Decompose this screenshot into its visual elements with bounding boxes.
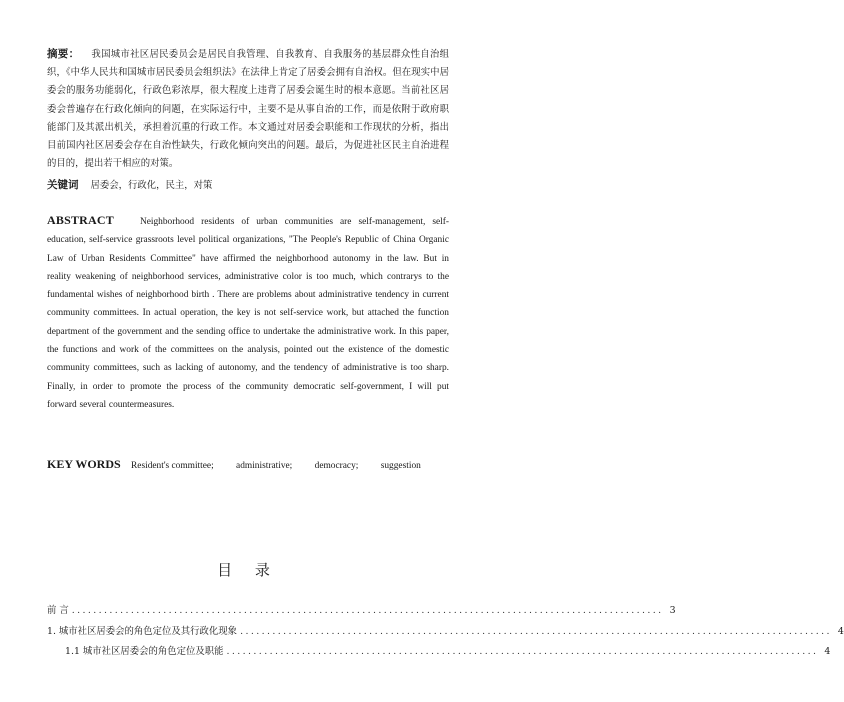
- english-keyword: suggestion: [380, 461, 421, 471]
- english-abstract: [47, 211, 449, 414]
- chinese-abstract-text: 我国城市社区居民委员会是居民自我管理、自我教育、自我服务的基层群众性自治组织，《中华人民共和国城市居民委员会组织法》在法律上肯定了居委会拥有自治权。但在现实中居委会的服务功能弱化，行政色彩浓厚，很大程度上违背了居委会诞生时的根本意愿。当前社区居委会普遍存在行政化倾向的问题，在实际运行中，主要不是从事自治的工作，而是依附于政府职能部门及其派出机关，承担着沉重的行政工作。本文通过对居委会职能和工作现状的分析，指出目前国内社区居委会存在自治性缺失，行政化倾向突出的问题。最后，为促进社区民主自治进程的目的，提出若干相应的对策。: [47, 49, 450, 170]
- english-keyword: Resident's committee;: [131, 461, 214, 471]
- english-abstract-label: ABSTRACT: [47, 213, 114, 227]
- chinese-keywords: [47, 178, 449, 193]
- chinese-abstract-label: 摘要：: [47, 48, 80, 60]
- toc-entry[interactable]: [65, 645, 831, 659]
- toc-entry-page: 4: [837, 626, 844, 637]
- toc-entry-title: 前 言: [47, 605, 69, 616]
- toc-entry-page: 4: [824, 646, 831, 657]
- toc-entry-title: 1. 城市社区居委会的角色定位及其行政化现象: [47, 626, 238, 637]
- chinese-keywords-text: 居委会，行政化，民主，对策: [90, 180, 213, 191]
- english-keyword: administrative;: [236, 461, 293, 471]
- toc-entry[interactable]: [47, 604, 676, 618]
- toc-leader-dots: ..............................................................................................................: [226, 646, 819, 657]
- toc-entry[interactable]: [47, 625, 844, 639]
- toc-leader-dots: ..............................................................................................................: [71, 605, 664, 616]
- toc-entry-page: 3: [669, 605, 676, 616]
- toc-title: 目 录: [217, 561, 279, 579]
- toc-entry-title: 1.1 城市社区居委会的角色定位及职能: [65, 646, 224, 657]
- english-keyword: democracy;: [314, 461, 359, 471]
- chinese-keywords-label: 关键词: [47, 179, 79, 191]
- chinese-abstract: [47, 45, 449, 173]
- toc-leader-dots: ..............................................................................................................: [240, 626, 832, 637]
- english-abstract-text: Neighborhood residents of urban communities are self-management, self-education, self-service grassroots level political organizations, "The People's Republic of China Organic Law of Urban Residents Committee" have affirmed the neighborhood autonomy in the law. But in reality weakening of neighborhood services, administrative color is too much, which contrarys to the fundamental wishes of neighborhood birth . There are problems about administrative tendency in current community committees. In actual operation, the key is not self-service work, but attached the function department of the government and the sending office to undertake the administrative work. In this paper, the functions and work of the committees on the analysis, pointed out the existence of the domestic community committees, such as lacking of autonomy, and the tendency of administrative is too sharp. Finally, in order to promote the process of the community democratic self-government, I will put forward several countermeasures.: [47, 217, 449, 410]
- english-keywords: [47, 457, 449, 473]
- english-keywords-label: KEY WORDS: [47, 457, 121, 471]
